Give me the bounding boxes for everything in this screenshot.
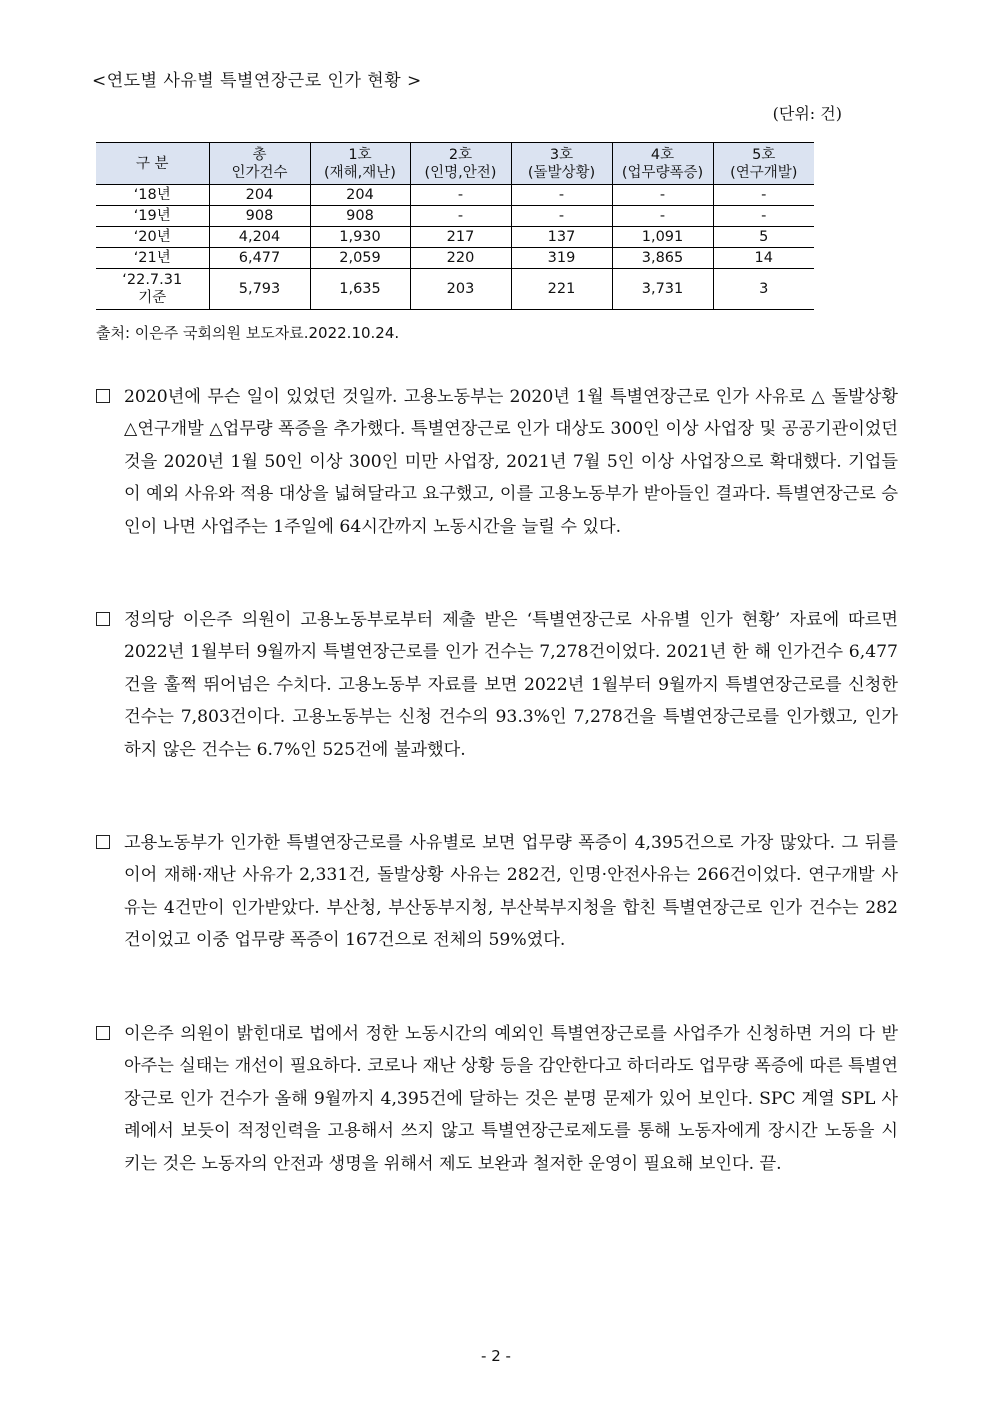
page-number: - 2 - bbox=[481, 1347, 511, 1365]
cell-type4: - bbox=[612, 206, 713, 227]
cell-total: 4,204 bbox=[209, 227, 310, 248]
cell-type1: 908 bbox=[310, 206, 410, 227]
approval-stats-table bbox=[96, 142, 814, 310]
checkbox-bullet-icon bbox=[96, 1026, 110, 1040]
cell-type3: 319 bbox=[511, 248, 612, 269]
cell-type1: 1,930 bbox=[310, 227, 410, 248]
source-note: 출처: 이은주 국회의원 보도자료.2022.10.24. bbox=[96, 324, 400, 342]
cell-type5: 3 bbox=[713, 269, 814, 310]
checkbox-bullet-icon bbox=[96, 835, 110, 849]
cell-type5: - bbox=[713, 185, 814, 206]
header-category: 구 분 bbox=[96, 143, 209, 185]
cell-type1: 204 bbox=[310, 185, 410, 206]
cell-type5: 5 bbox=[713, 227, 814, 248]
header-type1: 1호 (재해,재난) bbox=[310, 143, 410, 185]
cell-type4: 3,865 bbox=[612, 248, 713, 269]
cell-type1: 1,635 bbox=[310, 269, 410, 310]
header-type5: 5호 (연구개발) bbox=[713, 143, 814, 185]
checkbox-bullet-icon bbox=[96, 389, 110, 403]
table-title: <연도별 사유별 특별연장근로 인가 현황 > bbox=[92, 71, 422, 91]
cell-type3: - bbox=[511, 206, 612, 227]
paragraph-text: 이은주 의원이 밝힌대로 법에서 정한 노동시간의 예외인 특별연장근로를 사업주가 신청하면 거의 다 받아주는 실태는 개선이 필요하다. 코로나 재난 상황 등을 감안한다고 하더라도 업무량 폭증에 따른 특별연장근로 인가 건수가 올해 9월까지 4,395건에 달하는 것은 분명 문제가 있어 보인다. SPC 계열 SPL 사례에서 보듯이 적정인력을 고용해서 쓰지 않고 특별연장근로제도를 통해 노동자에게 장시간 노동을 시키는 것은 노동자의 안전과 생명을 위해서 제도 보완과 철저한 운영이 필요해 보인다. 끝. bbox=[124, 1024, 898, 1174]
cell-type2: - bbox=[410, 185, 511, 206]
cell-type2: - bbox=[410, 206, 511, 227]
cell-type2: 220 bbox=[410, 248, 511, 269]
paragraph-4 bbox=[96, 1018, 898, 1180]
header-type2: 2호 (인명,안전) bbox=[410, 143, 511, 185]
table-row bbox=[96, 227, 814, 248]
checkbox-bullet-icon bbox=[96, 612, 110, 626]
paragraph-1 bbox=[96, 381, 898, 543]
paragraph-text: 고용노동부가 인가한 특별연장근로를 사유별로 보면 업무량 폭증이 4,395건으로 가장 많았다. 그 뒤를 이어 재해·재난 사유가 2,331건, 돌발상황 사유는 282건, 인명·안전사유는 266건이었다. 연구개발 사유는 4건만이 인가받았다. 부산청, 부산동부지청, 부산북부지청을 합친 특별연장근로 인가 건수는 282건이었고 이중 업무량 폭증이 167건으로 전체의 59%였다. bbox=[124, 833, 898, 951]
row-label: ‘18년 bbox=[96, 185, 209, 206]
cell-type5: - bbox=[713, 206, 814, 227]
cell-type3: 221 bbox=[511, 269, 612, 310]
paragraph-3 bbox=[96, 827, 898, 957]
cell-type3: - bbox=[511, 185, 612, 206]
header-total: 총 인가건수 bbox=[209, 143, 310, 185]
header-type3: 3호 (돌발상황) bbox=[511, 143, 612, 185]
cell-type3: 137 bbox=[511, 227, 612, 248]
row-label: ‘21년 bbox=[96, 248, 209, 269]
cell-total: 908 bbox=[209, 206, 310, 227]
unit-label: (단위: 건) bbox=[772, 104, 842, 123]
table-header-row bbox=[96, 143, 814, 185]
paragraph-text: 정의당 이은주 의원이 고용노동부로부터 제출 받은 ‘특별연장근로 사유별 인가 현황’ 자료에 따르면 2022년 1월부터 9월까지 특별연장근로를 인가 건수는 7,278건이었다. 2021년 한 해 인가건수 6,477건을 훌쩍 뛰어넘은 수치다. 고용노동부 자료를 보면 2022년 1월부터 9월까지 특별연장근로를 신청한 건수는 7,803건이다. 고용노동부는 신청 건수의 93.3%인 7,278건을 특별연장근로를 인가했고, 인가하지 않은 건수는 6.7%인 525건에 불과했다. bbox=[124, 610, 898, 760]
row-label: ‘22.7.31 기준 bbox=[96, 269, 209, 310]
cell-total: 5,793 bbox=[209, 269, 310, 310]
cell-type2: 203 bbox=[410, 269, 511, 310]
cell-type2: 217 bbox=[410, 227, 511, 248]
cell-total: 204 bbox=[209, 185, 310, 206]
table-row bbox=[96, 248, 814, 269]
cell-type4: 1,091 bbox=[612, 227, 713, 248]
header-type4: 4호 (업무량폭증) bbox=[612, 143, 713, 185]
row-label: ‘19년 bbox=[96, 206, 209, 227]
table-row bbox=[96, 206, 814, 227]
row-label: ‘20년 bbox=[96, 227, 209, 248]
cell-type5: 14 bbox=[713, 248, 814, 269]
cell-type4: - bbox=[612, 185, 713, 206]
cell-total: 6,477 bbox=[209, 248, 310, 269]
table-row bbox=[96, 269, 814, 310]
paragraph-text: 2020년에 무슨 일이 있었던 것일까. 고용노동부는 2020년 1월 특별연장근로 인가 사유로 △ 돌발상황 △연구개발 △업무량 폭증을 추가했다. 특별연장근로 인가 대상도 300인 이상 사업장 및 공공기관이었던 것을 2020년 1월 50인 이상 300인 미만 사업장, 2021년 7월 5인 이상 사업장으로 확대했다. 기업들이 예외 사유와 적용 대상을 넓혀달라고 요구했고, 이를 고용노동부가 받아들인 결과다. 특별연장근로 승인이 나면 사업주는 1주일에 64시간까지 노동시간을 늘릴 수 있다. bbox=[124, 387, 898, 537]
cell-type4: 3,731 bbox=[612, 269, 713, 310]
paragraph-2 bbox=[96, 604, 898, 766]
table-row bbox=[96, 185, 814, 206]
cell-type1: 2,059 bbox=[310, 248, 410, 269]
